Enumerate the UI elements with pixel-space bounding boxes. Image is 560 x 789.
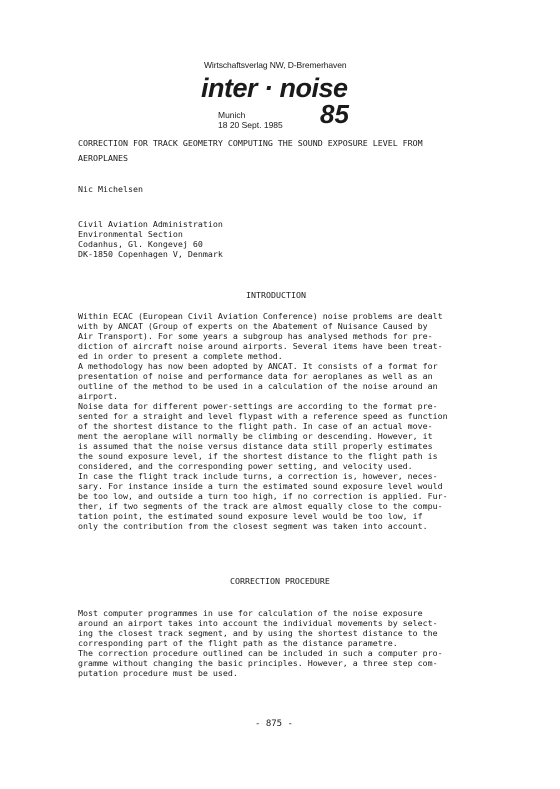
text-line: the sound exposure level, if the shortest distance to the flight path is	[78, 451, 438, 461]
text-line: be too low, and outside a turn too high, if no correction is applied. Fur-	[78, 491, 448, 501]
title-line: CORRECTION FOR TRACK GEOMETRY COMPUTING THE SOUND EXPOSURE LEVEL FROM	[78, 138, 423, 148]
introduction-body	[78, 311, 488, 531]
conference-location: Munich	[218, 110, 246, 120]
text-line: Air Transport). For some years a subgroup has analysed methods for pre-	[78, 331, 433, 341]
publisher-line: Wirtschaftsverlag NW, D-Bremerhaven	[204, 60, 347, 70]
text-line: around an airport takes into account the individual movements by select-	[78, 618, 438, 628]
text-line: outline of the method to be used in a calculation of the noise around an	[78, 381, 438, 391]
text-line: tation point, the estimated sound exposure level would be too low, if	[78, 511, 423, 521]
correction-body	[78, 608, 488, 678]
text-line: sary. For instance inside a turn the estimated sound exposure level would	[78, 481, 443, 491]
text-line: only the contribution from the closest segment was taken into account.	[78, 521, 428, 531]
text-line: of the shortest distance to the flight path. In case of an actual move-	[78, 421, 433, 431]
affiliation-line: Civil Aviation Administration	[78, 219, 223, 229]
author-affiliation	[78, 219, 223, 259]
text-line: gramme without changing the basic principles. However, a three step com-	[78, 658, 438, 668]
conference-dates: 18 20 Sept. 1985	[218, 120, 283, 130]
text-line: In case the flight track include turns, a correction is, however, neces-	[78, 471, 438, 481]
author-name: Nic Michelsen	[78, 184, 143, 194]
text-line: diction of aircraft noise around airports. Several items have been treat-	[78, 341, 443, 351]
text-line: ing the closest track segment, and by using the shortest distance to the	[78, 628, 438, 638]
text-line: The correction procedure outlined can be included in such a computer pro-	[78, 648, 443, 658]
text-line: Most computer programmes in use for calculation of the noise exposure	[78, 608, 423, 618]
text-line: ther, if two segments of the track are almost equally close to the compu-	[78, 501, 443, 511]
conference-logo-text: inter · noise	[201, 73, 348, 103]
section-heading-introduction: INTRODUCTION	[246, 290, 306, 300]
text-line: airport.	[78, 391, 118, 401]
text-line: corresponding part of the flight path as the distance parametre.	[78, 638, 398, 648]
text-line: considered, and the corresponding power setting, and velocity used.	[78, 461, 413, 471]
text-line: ed in order to present a complete method.	[78, 351, 283, 361]
text-line: presentation of noise and performance data for aeroplanes as well as an	[78, 371, 433, 381]
text-line: putation procedure must be used.	[78, 668, 238, 678]
page-number: - 875 -	[255, 719, 293, 729]
text-line: ment the aeroplane will normally be climbing or descending. However, it	[78, 431, 433, 441]
text-line: sented for a straight and level flypast with a reference speed as function	[78, 411, 448, 421]
text-line: with by ANCAT (Group of experts on the Abatement of Nuisance Caused by	[78, 321, 428, 331]
section-heading-correction-procedure: CORRECTION PROCEDURE	[230, 576, 330, 586]
affiliation-line: Codanhus, Gl. Kongevej 60	[78, 239, 203, 249]
text-line: Noise data for different power-settings are according to the format pre-	[78, 401, 438, 411]
text-line: Within ECAC (European Civil Aviation Conference) noise problems are dealt	[78, 311, 443, 321]
text-line: is assumed that the noise versus distance data still properly estimates	[78, 441, 433, 451]
text-line: A methodology has now been adopted by ANCAT. It consists of a format for	[78, 361, 438, 371]
title-line: AEROPLANES	[78, 153, 128, 163]
affiliation-line: DK-1850 Copenhagen V, Denmark	[78, 249, 223, 259]
affiliation-line: Environmental Section	[78, 229, 183, 239]
conference-year: 85	[320, 99, 349, 129]
paper-title	[78, 138, 423, 163]
